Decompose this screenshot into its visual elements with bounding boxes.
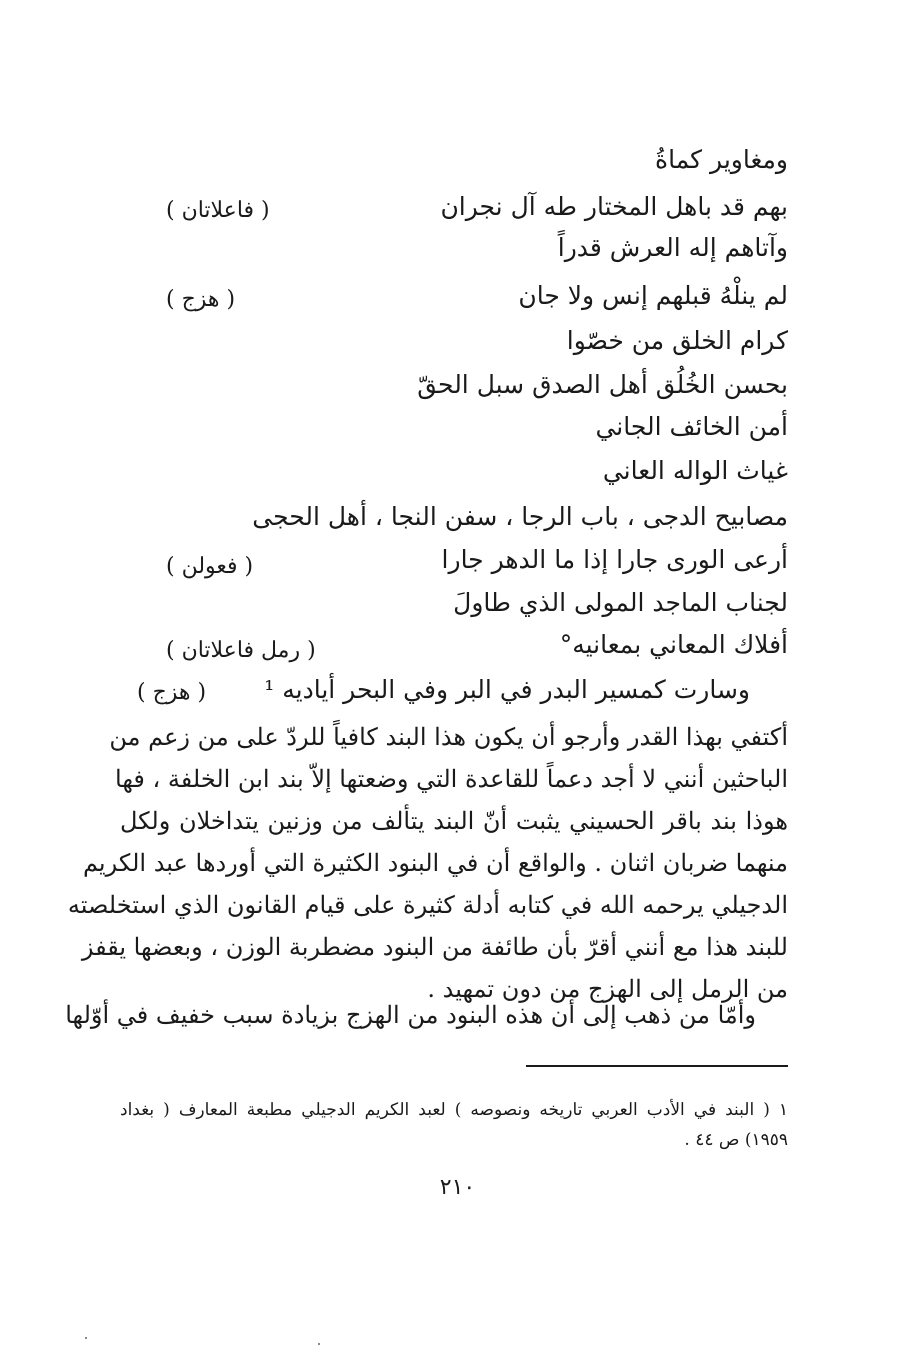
- text-line: وأمّا من ذهب إلى أن هذه البنود من الهزج بزيادة سبب خفيف في أوّلها: [65, 1001, 756, 1029]
- footnote-line: ١٩٥٩) ص ٤٤ .: [684, 1130, 788, 1150]
- text-line: الدجيلي يرحمه الله في كتابه أدلة كثيرة على قيام القانون الذي استخلصته: [67, 891, 788, 919]
- footnote-line: ١ ( البند في الأدب العربي تاريخه ونصوصه ) لعبد الكريم الدجيلي مطبعة المعارف ( بغداد: [120, 1100, 788, 1120]
- poem-line: أرعى الورى جارا إذا ما الدهر جارا: [441, 545, 788, 574]
- body-paragraph: [67, 716, 788, 1010]
- meter-label: ( هزج ): [166, 287, 236, 312]
- poem-line: أمن الخائف الجاني: [595, 412, 788, 441]
- poem-line: بهم قد باهل المختار طه آل نجران: [440, 192, 788, 221]
- poem-line: وآتاهم إله العرش قدراً: [557, 233, 788, 262]
- poem-line: ومغاوير كماةُ: [655, 145, 788, 174]
- text-line: أكتفي بهذا القدر وأرجو أن يكون هذا البند كافياً للردّ على من زعم من: [109, 723, 788, 751]
- meter-label: ( فاعلاتان ): [166, 198, 270, 223]
- text-line: منهما ضربان اثنان . والواقع أن في البنود الكثيرة التي أوردها عبد الكريم: [82, 849, 788, 877]
- footnote: [120, 1095, 788, 1155]
- meter-label: ( رمل فاعلاتان ): [166, 638, 316, 663]
- meter-label: ( هزج ): [137, 680, 207, 705]
- meter-label: ( فعولن ): [166, 554, 254, 579]
- scan-speck: [318, 1343, 320, 1345]
- page-number: ٢١٠: [439, 1175, 476, 1200]
- footnote-divider: [526, 1065, 788, 1067]
- text-line: هوذا بند باقر الحسيني يثبت أنّ البند يتألف من وزنين يتداخلان ولكل: [120, 807, 788, 835]
- text-line: للبند هذا مع أنني أقرّ بأن طائفة من البنود مضطربة الوزن ، وبعضها يقفز: [81, 933, 788, 961]
- poem-line: وسارت كمسير البدر في البر وفي البحر أياديه ¹: [264, 675, 750, 704]
- poem-line: بحسن الخُلُق أهل الصدق سبل الحقّ: [417, 370, 788, 399]
- poem-line: لجناب الماجد المولى الذي طاولَ: [453, 588, 788, 617]
- poem-line: مصابيح الدجى ، باب الرجا ، سفن النجا ، أهل الحجى: [252, 502, 788, 531]
- poem-line: أفلاك المعاني بمعانيه°: [559, 630, 788, 659]
- text-line: الباحثين أنني لا أجد دعماً للقاعدة التي وضعتها إلاّ بند ابن الخلفة ، فها: [115, 765, 788, 793]
- text-line: من الرمل إلى الهزج من دون تمهيد .: [427, 975, 788, 1003]
- poem-line: غياث الواله العاني: [602, 456, 788, 485]
- scan-speck: [85, 1337, 87, 1339]
- poem-line: كرام الخلق من خصّوا: [566, 326, 788, 355]
- body-paragraph: [65, 994, 788, 1036]
- poem-line: لم ينلْهُ قبلهم إنس ولا جان: [518, 281, 788, 310]
